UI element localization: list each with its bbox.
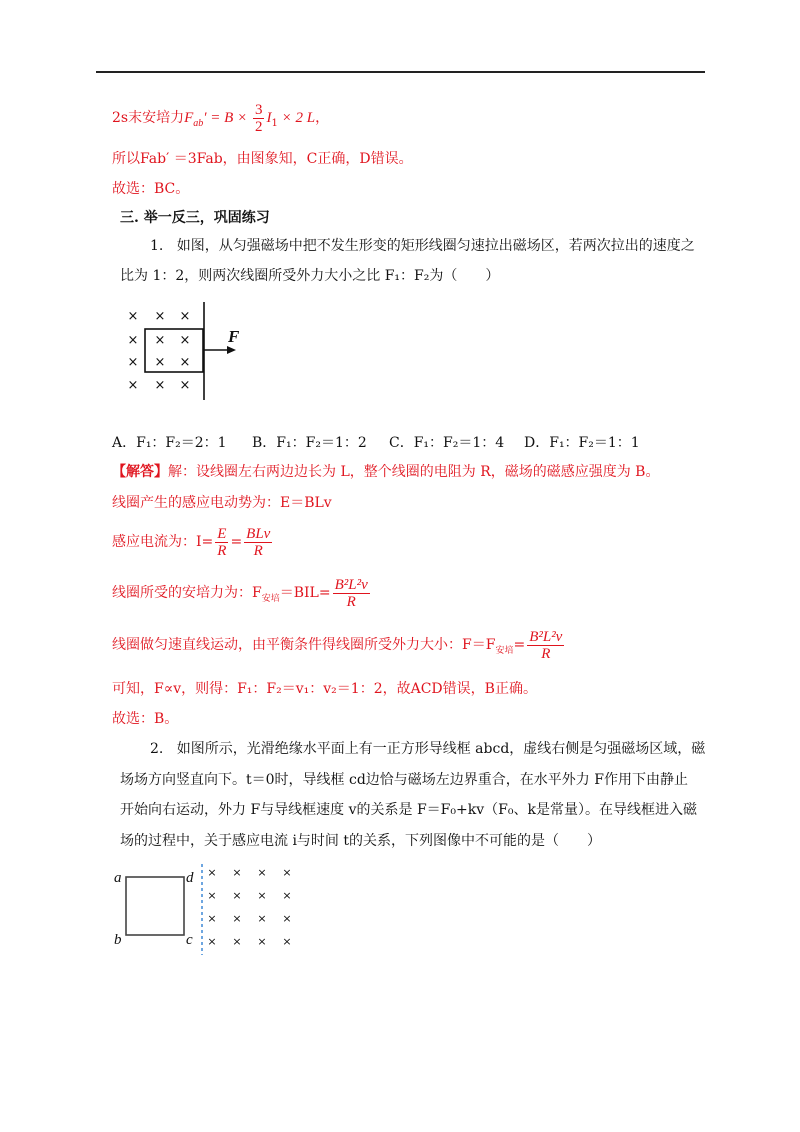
field-mark: × xyxy=(154,309,166,324)
field-mark: × xyxy=(179,333,191,348)
q1-answer-intro: 【解答】解：设线圈左右两边边长为 L，整个线圈的电阻为 R，磁场的磁感应强度为 B。 xyxy=(112,464,660,480)
field-mark: × xyxy=(282,889,292,902)
fraction-3-2: $\frac{3}{2}$ xyxy=(254,101,263,135)
corner-label-a: a xyxy=(114,870,122,886)
field-mark: × xyxy=(127,355,139,370)
ratio-conclusion-line: 所以Fab′ ＝3Fab，由图象知，C正确，D错误。 xyxy=(112,151,413,167)
field-mark: × xyxy=(257,912,267,925)
square-frame xyxy=(126,877,184,935)
option-c[interactable]: C．F₁：F₂＝1：4 xyxy=(389,435,505,451)
q2-text-line1: 2. 如图所示，光滑绝缘水平面上有一正方形导线框 abcd，虚线右侧是匀强磁场区域，磁 xyxy=(150,741,706,757)
corner-label-d: d xyxy=(186,870,194,886)
field-mark: × xyxy=(257,889,267,902)
answer-tag: 【解答】 xyxy=(112,464,168,480)
field-mark: × xyxy=(282,912,292,925)
field-mark: × xyxy=(179,378,191,393)
field-mark: × xyxy=(127,333,139,348)
force-label: F xyxy=(228,327,240,346)
field-mark: × xyxy=(207,935,217,948)
option-d[interactable]: D．F₁：F₂＝1：1 xyxy=(524,435,640,451)
q1-current-line: 感应电流为：I= $\frac{E}{R}$ = $\frac{\text{BLv}}{R}$ xyxy=(112,525,271,559)
field-mark: × xyxy=(207,889,217,902)
section-title: 三. 举一反三，巩固练习 xyxy=(120,210,270,226)
prev-answer-line: 故选：BC。 xyxy=(112,181,190,197)
option-b[interactable]: B．F₁：F₂＝1：2 xyxy=(252,435,367,451)
field-mark: × xyxy=(207,866,217,879)
arrow-head-icon xyxy=(227,346,236,354)
field-mark: × xyxy=(257,866,267,879)
corner-label-c: c xyxy=(186,932,193,948)
field-mark: × xyxy=(282,866,292,879)
field-mark: × xyxy=(232,935,242,948)
q1-coil-figure xyxy=(118,300,248,405)
q2-text-line3: 开始向右运动，外力 F与导线框速度 v的关系是 F＝F₀+kv（F₀、k是常量）。在导线框进入磁 xyxy=(120,802,697,818)
q1-number: 1. xyxy=(150,238,164,254)
q1-text-line2: 比为 1：2，则两次线圈所受外力大小之比 F₁：F₂为（ ） xyxy=(120,268,500,284)
q2-number: 2. xyxy=(150,741,164,757)
q2-text-line4: 场的过程中，关于感应电流 i与时间 t的关系，下列图像中不可能的是（ ） xyxy=(120,833,602,849)
q2-text-line2: 场场方向竖直向下。t＝0时，导线框 cd边恰与磁场左边界重合，在水平外力 F作用下由静止 xyxy=(120,772,688,788)
field-mark: × xyxy=(127,378,139,393)
field-mark: × xyxy=(179,355,191,370)
header-rule xyxy=(96,71,705,73)
q1-emf-line: 线圈产生的感应电动势为：E＝BLv xyxy=(112,495,332,511)
field-mark: × xyxy=(232,912,242,925)
option-a[interactable]: A．F₁：F₂＝2：1 xyxy=(112,435,227,451)
corner-label-b: b xyxy=(114,932,122,948)
q1-text-line1: 1. 如图，从匀强磁场中把不发生形变的矩形线圈匀速拉出磁场区，若两次拉出的速度之 xyxy=(150,238,695,254)
field-mark: × xyxy=(154,378,166,393)
field-mark: × xyxy=(257,935,267,948)
q1-choice-line: 故选：B。 xyxy=(112,711,179,727)
q1-conclusion-line: 可知，F∝v，则得：F₁：F₂＝v₁：v₂＝1：2，故ACD错误，B正确。 xyxy=(112,681,537,697)
q1-ampere-line: 线圈所受的安培力为：$F_{安培}=BIL=$ $\frac{\text{B²L²v}}{R}$ xyxy=(112,576,368,610)
ampere-force-2s-line: 2s末安培力$F_{ab}' = B$ × $\frac{3}{2}$ $I_1 \times 2$ L， xyxy=(112,101,330,135)
field-mark: × xyxy=(207,912,217,925)
q1-external-force-line: 线圈做匀速直线运动，由平衡条件得线圈所受外力大小：$F=F_{安培}=$ $\frac{\text{B²L²v}}{R}$ xyxy=(112,628,563,662)
field-mark: × xyxy=(282,935,292,948)
field-mark: × xyxy=(179,309,191,324)
field-mark: × xyxy=(154,333,166,348)
field-mark: × xyxy=(232,889,242,902)
field-mark: × xyxy=(232,866,242,879)
q1-options xyxy=(112,434,640,452)
q2-square-frame-figure xyxy=(110,862,310,957)
field-mark: × xyxy=(154,355,166,370)
field-mark: × xyxy=(127,309,139,324)
